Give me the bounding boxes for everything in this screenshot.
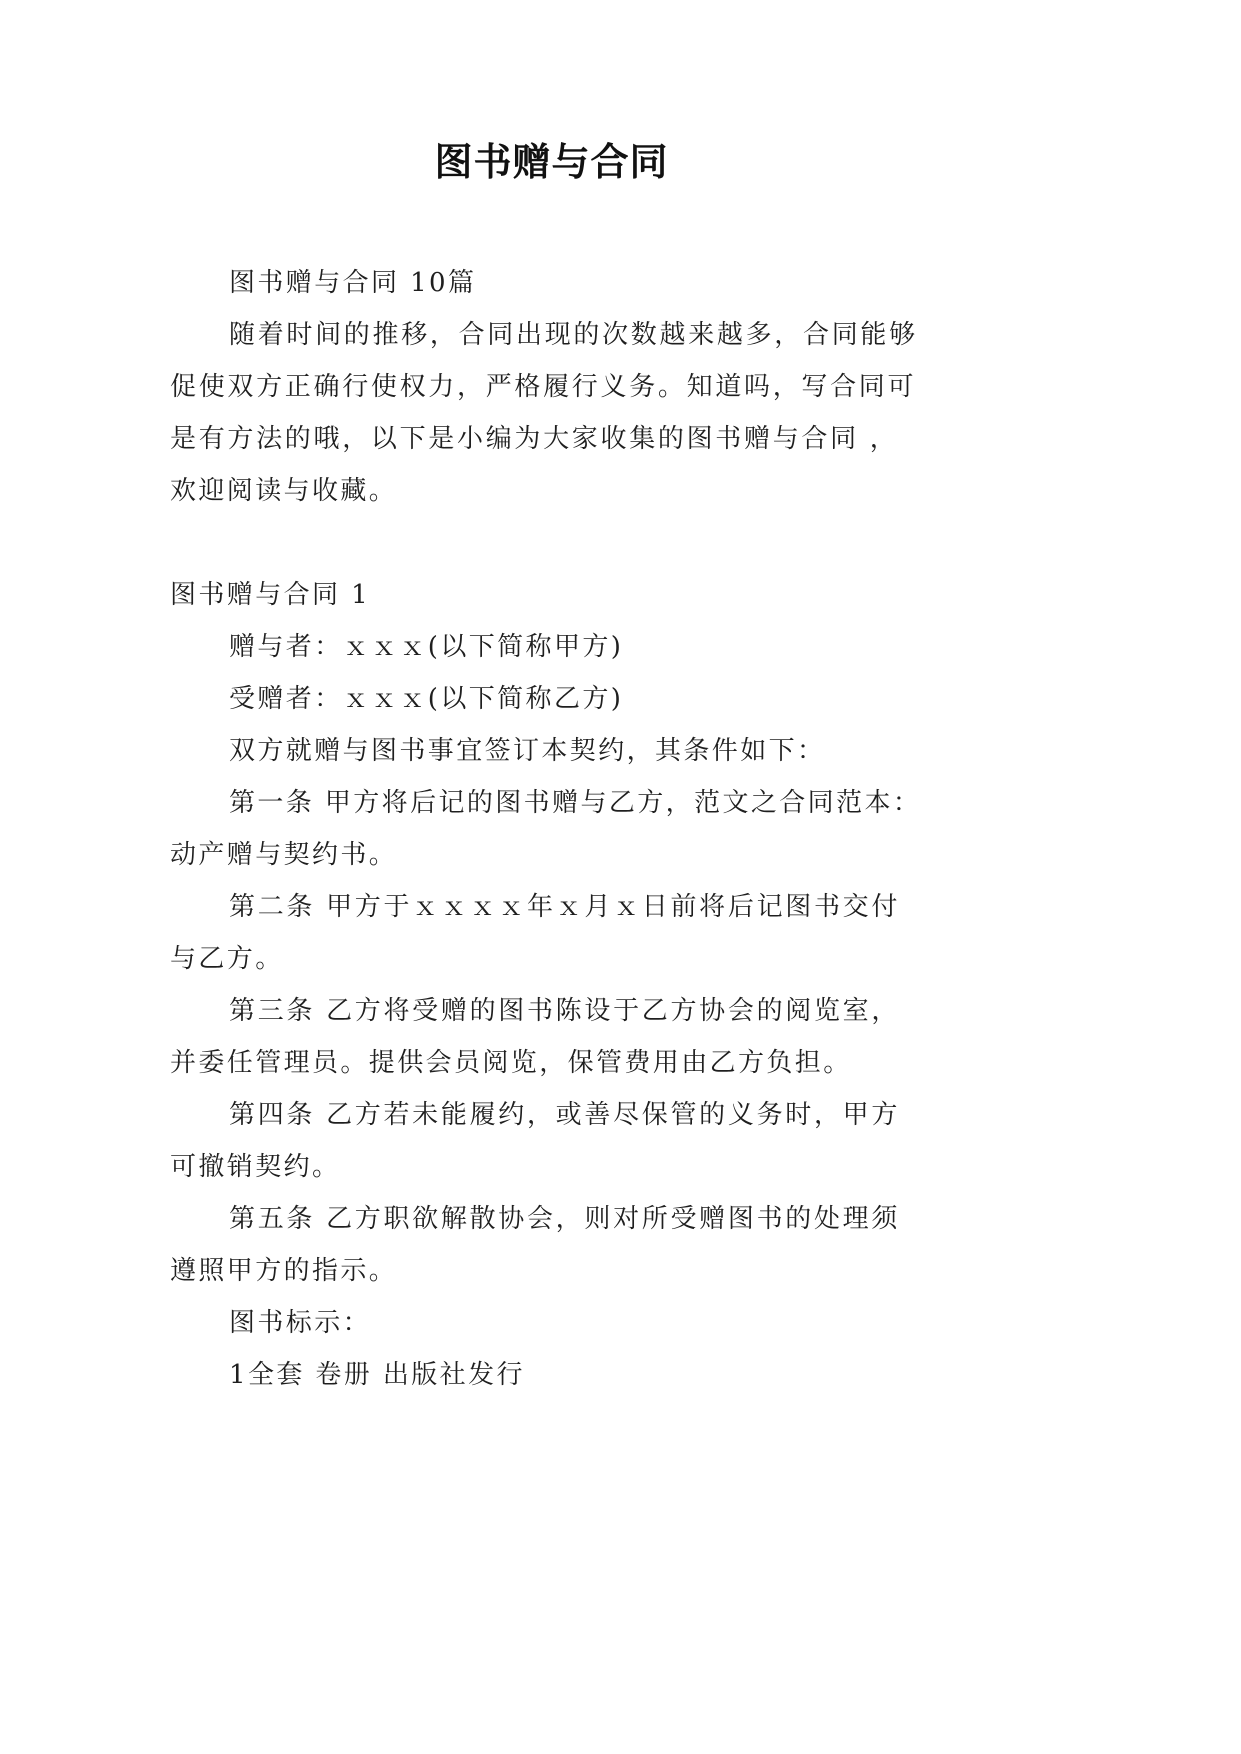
recipient-line: 受赠者：ｘｘｘ(以下简称乙方) [229,684,624,714]
article-four-line: 第四条 乙方若未能履约，或善尽保管的义务时，甲方 [229,1100,901,1130]
article-three-line: 第三条 乙方将受赠的图书陈设于乙方协会的阅览室， [229,996,901,1026]
intro-paragraph-line: 促使双方正确行使权力，严格履行义务。知道吗，写合同可 [170,372,917,402]
article-five-line: 遵照甲方的指示。 [170,1256,398,1286]
book-listing-row: 1全套 卷册 出版社发行 [229,1360,525,1390]
article-two-line: 与乙方。 [170,944,284,974]
article-five-line: 第五条 乙方职欲解散协会，则对所受赠图书的处理须 [229,1204,901,1234]
article-two-line: 第二条 甲方于ｘｘｘｘ年ｘ月ｘ日前将后记图书交付 [229,892,901,922]
intro-paragraph-line: 欢迎阅读与收藏。 [170,476,398,506]
book-listing-heading: 图书标示： [229,1308,372,1338]
donor-line: 赠与者：ｘｘｘ(以下简称甲方) [229,632,624,662]
article-three-line: 并委任管理员。提供会员阅览，保管费用由乙方负担。 [170,1048,852,1078]
article-one-line: 动产赠与契约书。 [170,840,398,870]
article-one-line: 第一条 甲方将后记的图书赠与乙方，范文之合同范本： [229,788,922,818]
intro-paragraph-line: 随着时间的推移，合同出现的次数越来越多，合同能够 [229,320,918,350]
article-four-line: 可撤销契约。 [170,1152,341,1182]
contract-preamble: 双方就赠与图书事宜签订本契约，其条件如下： [229,736,826,766]
collection-heading: 图书赠与合同 10篇 [229,268,477,298]
section-heading: 图书赠与合同 1 [170,580,371,610]
intro-paragraph-line: 是有方法的哦，以下是小编为大家收集的图书赠与合同 ， [170,424,899,454]
document-title: 图书赠与合同 [434,140,669,184]
